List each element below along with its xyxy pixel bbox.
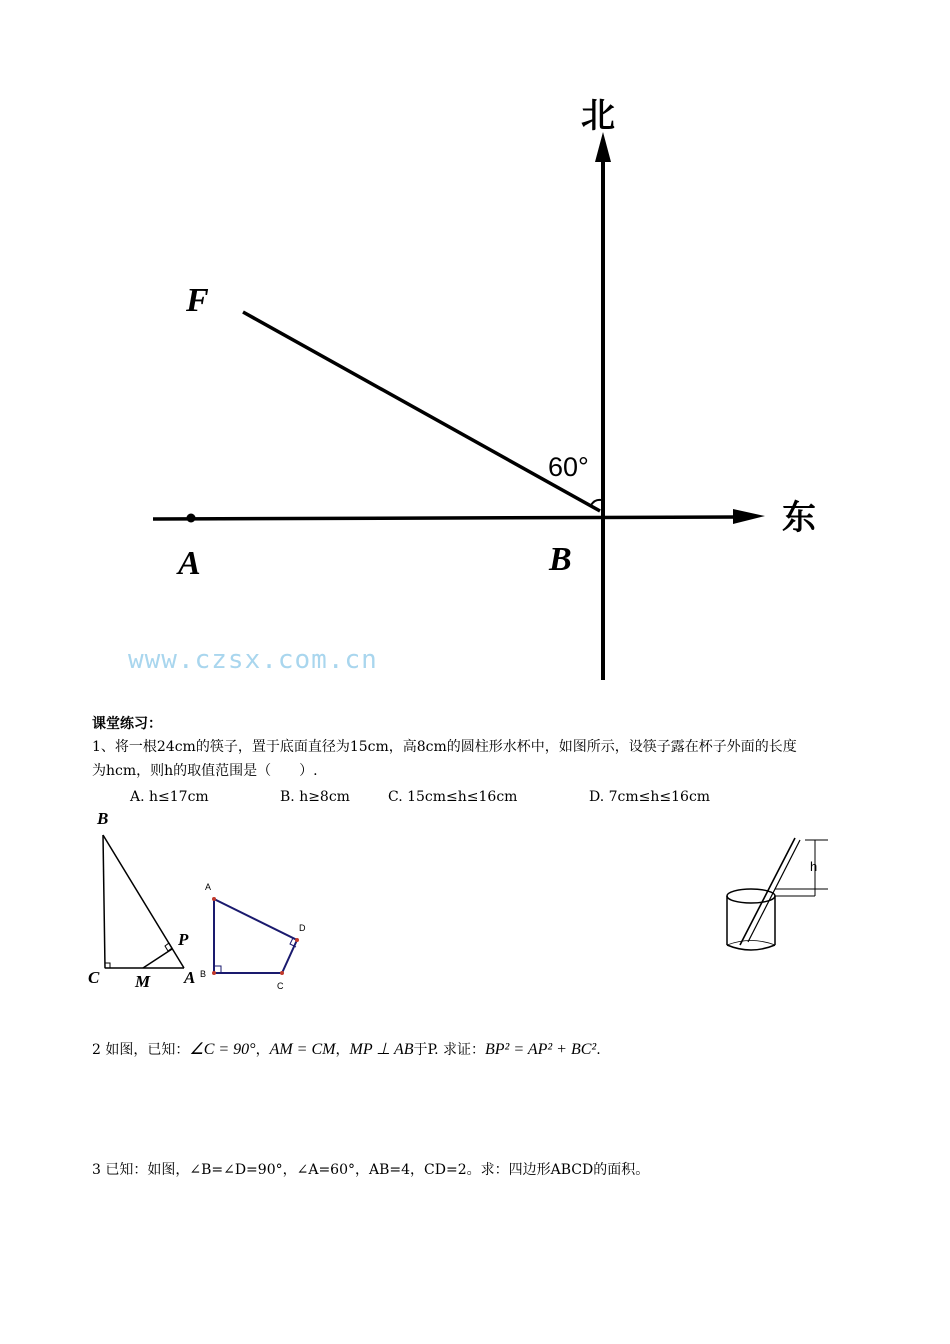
point-a-dot	[187, 514, 196, 523]
watermark: www.czsx.com.cn	[128, 645, 378, 675]
angle-label: 60°	[548, 452, 589, 482]
q2-suffix: .	[596, 1042, 601, 1058]
quad-c-label: C	[277, 981, 284, 991]
q1-line1: 1、将一根24cm的筷子，置于底面直径为15cm，高8cm的圆柱形水杯中，如图所示，设筷子露在杯子外面的长度	[92, 739, 797, 755]
triangle-p-label: P	[178, 930, 189, 949]
triangle-a-label: A	[184, 968, 196, 987]
q1-option-a: A. h≤17cm	[130, 789, 209, 805]
q2-mid: 于P. 求证：	[413, 1042, 485, 1058]
quad-b-label: B	[200, 969, 207, 979]
triangle-m-label: M	[135, 972, 151, 991]
cup-h-label: h	[810, 859, 818, 874]
quad-d-label: D	[299, 923, 306, 933]
segment-fb	[243, 312, 600, 511]
q1-option-d: D. 7cm≤h≤16cm	[589, 789, 711, 805]
quadrilateral-figure	[200, 880, 320, 990]
q2-cond-perp: MP ⊥ AB	[349, 1041, 414, 1058]
east-label: 东	[782, 498, 816, 538]
point-a-label: A	[178, 545, 201, 582]
point-b-label: B	[549, 541, 572, 578]
east-arrowhead	[733, 509, 765, 524]
q1-line2: 为hcm，则h的取值范围是（ ）.	[92, 763, 318, 779]
section-heading: 课堂练习：	[92, 716, 162, 732]
east-axis	[153, 517, 740, 519]
point-f-label: F	[186, 282, 209, 319]
angle-arc	[591, 500, 601, 505]
q2-prefix: 2 如图，已知：	[92, 1042, 190, 1058]
q2-line: 2 如图，已知：∠C = 90°，AM = CM，MP ⊥ AB于P. 求证：BP² = AP² + BC².	[92, 1041, 601, 1058]
q1-option-c: C. 15cm≤h≤16cm	[388, 789, 518, 805]
q3-line: 3 已知：如图，∠B=∠D=90°，∠A=60°，AB=4，CD=2。求：四边形ABCD的面积。	[92, 1162, 650, 1178]
quad-a-label: A	[205, 882, 212, 892]
cup-figure	[715, 830, 845, 960]
q2-cond-angle: ∠C = 90°	[189, 1041, 256, 1058]
triangle-b-label: B	[97, 809, 109, 828]
q2-cond-equal: AM = CM	[269, 1041, 336, 1058]
q1-option-b: B. h≥8cm	[280, 789, 350, 805]
north-label: 北	[581, 96, 615, 136]
triangle-c-label: C	[88, 968, 100, 987]
q2-proof: BP² = AP² + BC²	[484, 1041, 597, 1058]
